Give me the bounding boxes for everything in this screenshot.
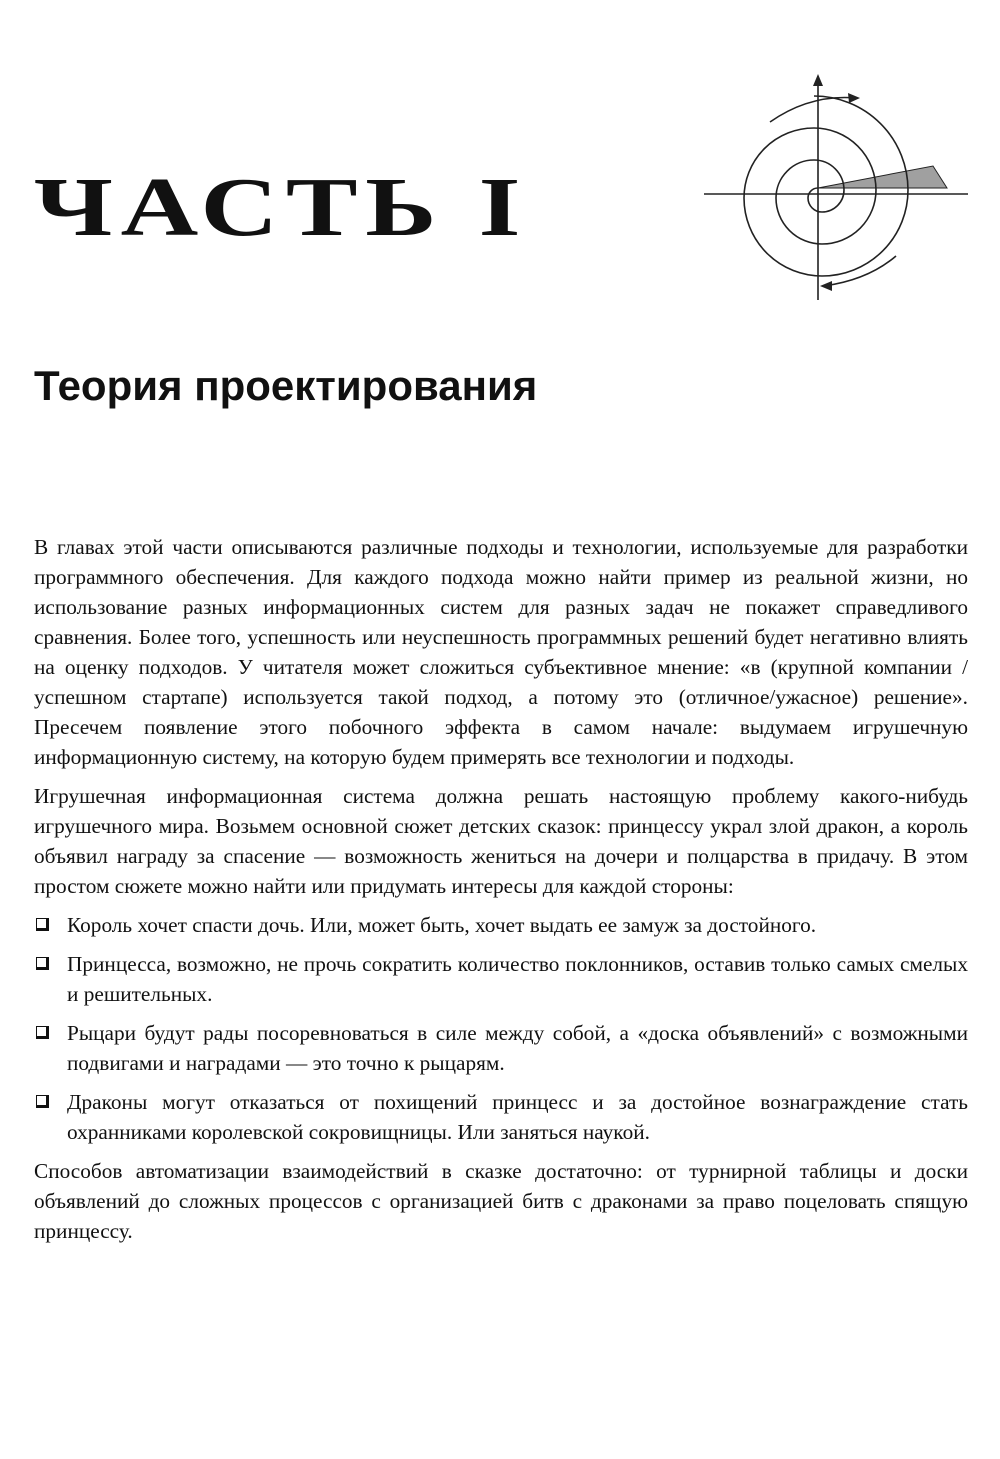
emblem-bottom-arrowhead — [820, 281, 832, 291]
spiral-target-icon — [700, 70, 972, 306]
list-item-text: Принцесса, возможно, не прочь сократить количество поклонников, оставив только самых смелых и решительных. — [67, 952, 968, 1006]
part-title: Теория проектирования — [34, 362, 538, 409]
emblem-bottom-arrow-arc — [824, 256, 896, 286]
list-item — [34, 1018, 968, 1078]
checkbox-bullet-icon — [36, 1026, 49, 1039]
part-label: ЧАСТЬ I — [34, 161, 529, 254]
checkbox-bullet-icon — [36, 918, 49, 931]
list-item-text: Драконы могут отказаться от похищений принцесс и за достойное вознаграждение стать охранниками королевской сокровищницы. Или заняться наукой. — [67, 1090, 968, 1144]
interests-list — [34, 910, 968, 1147]
list-item-text: Король хочет спасти дочь. Или, может быть, хочет выдать ее замуж за достойного. — [67, 913, 817, 937]
emblem-up-arrow — [813, 74, 823, 86]
list-item-text: Рыцари будут рады посоревноваться в силе между собой, а «доска объявлений» с возможными подвигами и наградами — это точно к рыцарям. — [67, 1021, 968, 1075]
list-item — [34, 1087, 968, 1147]
paragraph-automation: Способов автоматизации взаимодействий в сказке достаточно: от турнирной таблицы и доски объявлений до сложных процессов с организацией битв с драконами за право поцеловать спящую принцессу. — [34, 1159, 968, 1243]
emblem-wedge — [818, 166, 947, 188]
emblem-top-arrowhead — [848, 93, 860, 103]
paragraph-intro: В главах этой части описываются различные подходы и технологии, используемые для разработки программного обеспечения. Для каждого подхода можно найти пример из реальной жизни, но использование разных информационных систем для разных задач не покажет справедливого сравнения. Более того, успешность или неуспешность программных решений будет негативно влиять на оценку подходов. У читателя может сложиться субъективное мнение: «в (крупной компании / успешном стартапе) используется такой подход, а потому это (отличное/ужасное) решение». Пресечем появление этого побочного эффекта в самом начале: выдумаем игрушечную информационную систему, на которую будем примерять все технологии и подходы. — [34, 535, 968, 769]
checkbox-bullet-icon — [36, 957, 49, 970]
body-text — [34, 532, 968, 1255]
checkbox-bullet-icon — [36, 1095, 49, 1108]
list-item — [34, 910, 968, 940]
paragraph-toy-system: Игрушечная информационная система должна решать настоящую проблему какого-нибудь игрушечного мира. Возьмем основной сюжет детских сказок: принцессу украл злой дракон, а король объявил награду за спасение — возможность жениться на дочери и полцарства в придачу. В этом простом сюжете можно найти или придумать интересы для каждой стороны: — [34, 784, 968, 898]
list-item — [34, 949, 968, 1009]
